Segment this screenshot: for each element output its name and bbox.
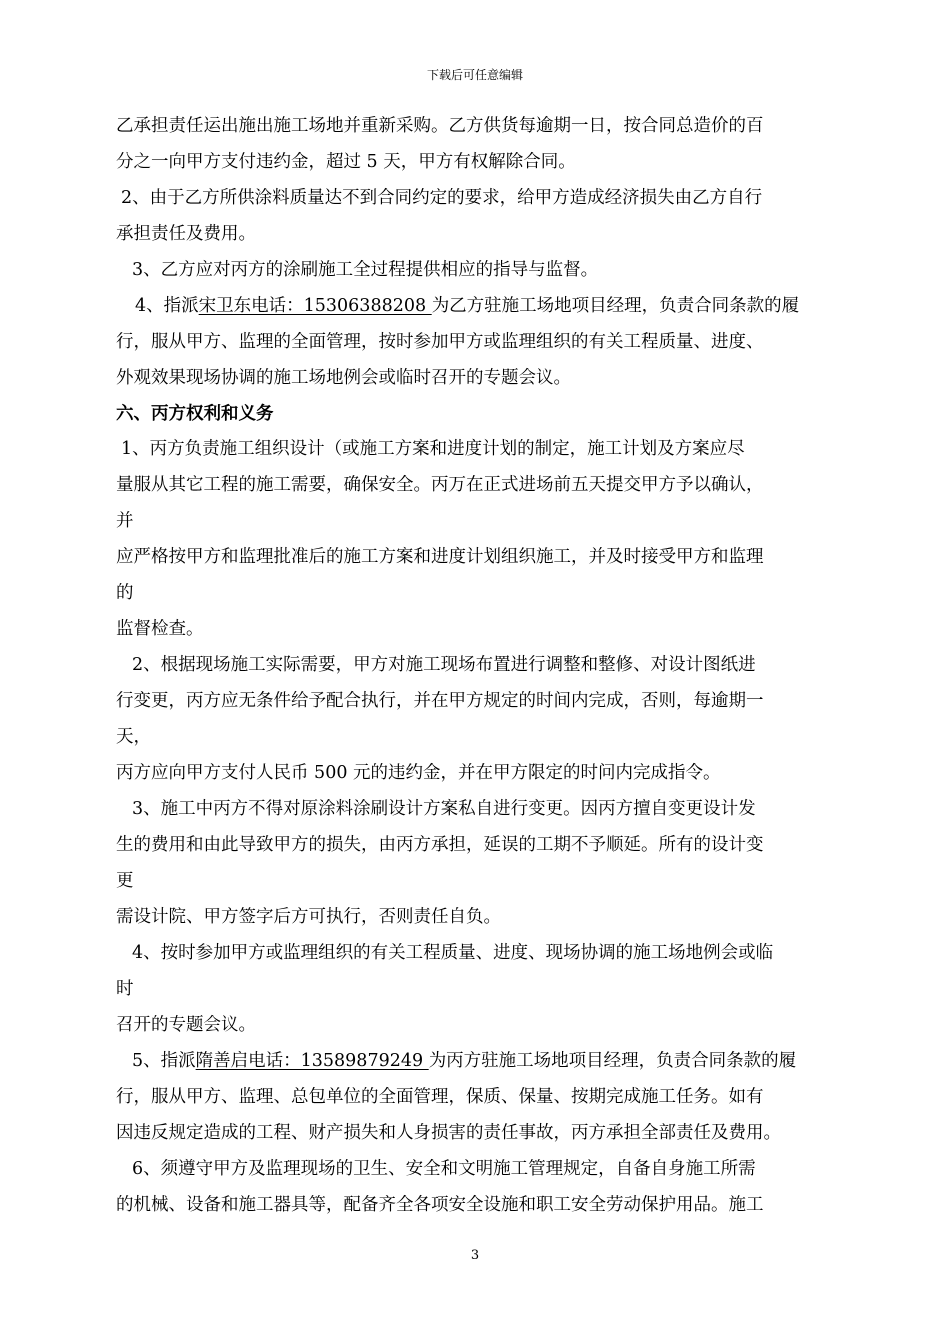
paragraph-line: 的机械、设备和施工器具等，配备齐全各项安全设施和职工安全劳动保护用品。施工 — [116, 1195, 764, 1215]
paragraph-line: 天， — [116, 727, 151, 747]
paragraph-line: 因违反规定造成的工程、财产损失和人身损害的责任事故，丙方承担全部责任及费用。 — [116, 1123, 781, 1143]
paragraph-line: 2、由于乙方所供涂料质量达不到合同约定的要求，给甲方造成经济损失由乙方自行 — [121, 188, 763, 208]
text-run: 4、指派 — [135, 296, 199, 316]
text-run: 5、指派 — [132, 1051, 196, 1071]
paragraph-line: 行，服从甲方、监理的全面管理，按时参加甲方或监理组织的有关工程质量、进度、 — [116, 332, 764, 352]
paragraph-line: 的 — [116, 583, 134, 603]
paragraph-line — [132, 1049, 796, 1073]
paragraph-line: 6、须遵守甲方及监理现场的卫生、安全和文明施工管理规定，自备自身施工所需 — [132, 1159, 756, 1179]
section-heading: 六、丙方权利和义务 — [116, 404, 274, 424]
page-header: 下载后可任意编辑 — [426, 68, 523, 82]
paragraph-line: 量服从其它工程的施工需要，确保安全。丙万在正式进场前五天提交甲方予以确认， — [116, 475, 764, 495]
paragraph-line: 3、乙方应对丙方的涂刷施工全过程提供相应的指导与监督。 — [132, 260, 599, 280]
paragraph-line: 并 — [116, 511, 134, 531]
paragraph-line: 更 — [116, 871, 134, 891]
paragraph-line: 行变更，丙方应无条件给予配合执行，并在甲方规定的时间内完成，否则，每逾期一 — [116, 691, 764, 711]
paragraph-line — [135, 294, 799, 318]
paragraph-line: 2、根据现场施工实际需要，甲方对施工现场布置进行调整和整修、对设计图纸进 — [132, 655, 756, 675]
page-number: 3 — [470, 1248, 480, 1263]
text-run: 为乙方驻施工场地项目经理，负责合同条款的履 — [431, 296, 800, 316]
paragraph-line: 分之一向甲方支付违约金，超过 5 天，甲方有权解除合同。 — [116, 152, 576, 172]
paragraph-line: 召开的专题会议。 — [116, 1015, 256, 1035]
paragraph-line: 外观效果现场协调的施工场地例会或临时召开的专题会议。 — [116, 368, 571, 388]
paragraph-line: 需设计院、甲方签字后方可执行，否则责任自负。 — [116, 907, 501, 927]
paragraph-line: 应严格按甲方和监理批准后的施工方案和进度计划组织施工，并及时接受甲方和监理 — [116, 547, 764, 567]
text-run: 为丙方驻施工场地项目经理，负责合同条款的履 — [428, 1051, 797, 1071]
manager-contact: 隋善启电话：13589879249 — [195, 1051, 429, 1071]
paragraph-line: 4、按时参加甲方或监理组织的有关工程质量、进度、现场协调的施工场地例会或临 — [132, 943, 774, 963]
paragraph-line: 承担责任及费用。 — [116, 224, 256, 244]
paragraph-line: 1、丙方负责施工组织设计（或施工方案和进度计划的制定，施工计划及方案应尽 — [121, 439, 745, 459]
paragraph-line: 监督检查。 — [116, 619, 204, 639]
paragraph-line: 乙承担责任运出施出施工场地并重新采购。乙方供货每逾期一日，按合同总造价的百 — [116, 116, 764, 136]
paragraph-line: 丙方应向甲方支付人民币 500 元的违约金，并在甲方限定的时问内完成指令。 — [116, 763, 721, 783]
paragraph-line: 行，服从甲方、监理、总包单位的全面管理，保质、保量、按期完成施工任务。如有 — [116, 1087, 764, 1107]
manager-contact: 宋卫东电话：15306388208 — [198, 296, 432, 316]
paragraph-line: 3、施工中丙方不得对原涂料涂刷设计方案私自进行变更。因丙方擅自变更设计发 — [132, 799, 756, 819]
paragraph-line: 生的费用和由此导致甲方的损失，由丙方承担，延误的工期不予顺延。所有的设计变 — [116, 835, 764, 855]
paragraph-line: 时 — [116, 979, 134, 999]
